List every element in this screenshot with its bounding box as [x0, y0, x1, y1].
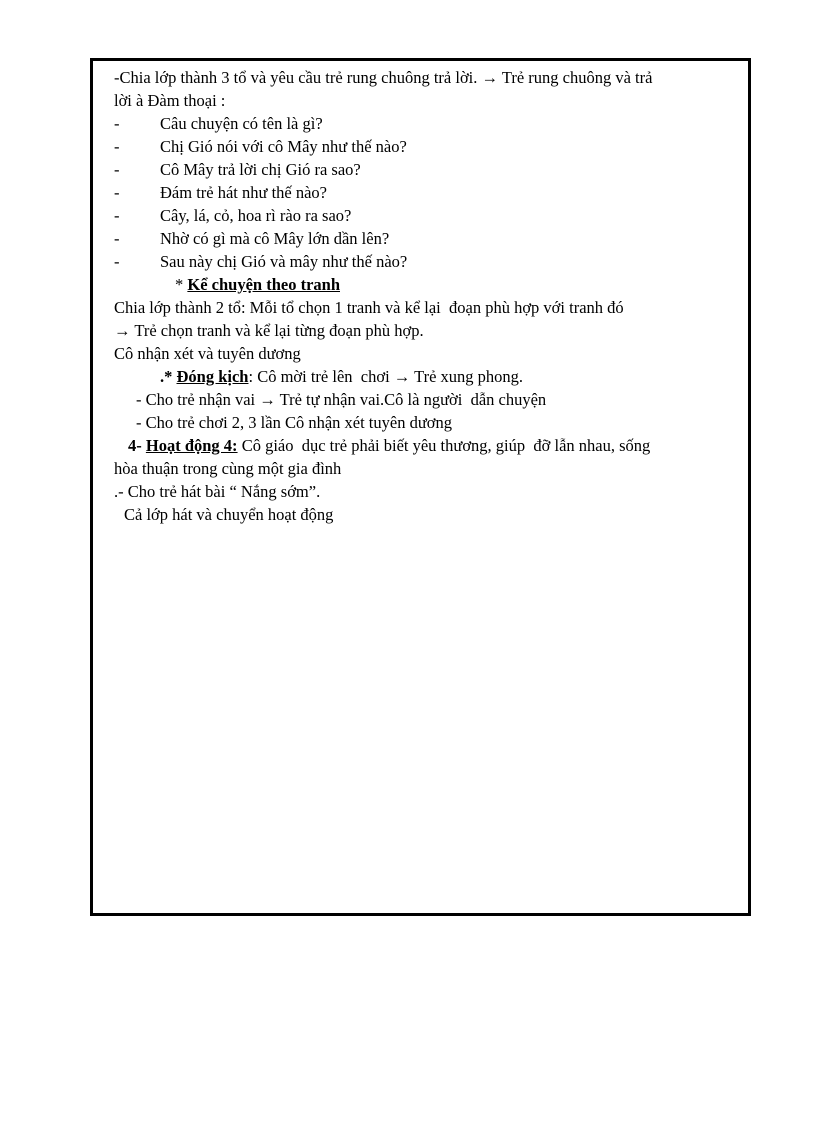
activity4-heading-line: [114, 434, 734, 457]
list-item: [114, 204, 734, 227]
activity4-text: Cô giáo dục trẻ phải biết yêu thương, giúp đỡ lẫn nhau, sống: [237, 436, 651, 455]
intro-line-1: -Chia lớp thành 3 tổ và yêu cầu trẻ rung chuông trả lời. → Trẻ rung chuông và trả: [114, 68, 653, 87]
storytelling-line-1: Chia lớp thành 2 tổ: Mỗi tổ chọn 1 tranh và kể lại đoạn phù hợp với tranh đó: [114, 298, 624, 317]
storytelling-heading-line: [114, 273, 734, 296]
list-item: [114, 227, 734, 250]
storytelling-heading: Kể chuyện theo tranh: [187, 275, 340, 294]
list-item: [114, 250, 734, 273]
roleplay-heading: Đóng kịch: [176, 367, 249, 386]
list-dash: -: [114, 229, 120, 248]
activity4-line-2: hòa thuận trong cùng một gia đình: [114, 459, 342, 478]
list-item: [114, 181, 734, 204]
intro-line-2: lời à Đàm thoại :: [114, 91, 226, 110]
roleplay-line-2: - Cho trẻ nhận vai → Trẻ tự nhận vai.Cô là người dẫn chuyện: [136, 390, 547, 409]
question-text: Sau này chị Gió và mây như thế nào?: [160, 252, 408, 271]
question-text: Chị Gió nói với cô Mây như thế nào?: [160, 137, 407, 156]
storytelling-marker: *: [175, 275, 188, 294]
list-item: [114, 158, 734, 181]
storytelling-line-2: → Trẻ chọn tranh và kể lại từng đoạn phù hợp.: [114, 321, 424, 340]
question-text: Câu chuyện có tên là gì?: [160, 114, 323, 133]
list-dash: -: [114, 252, 120, 271]
list-dash: -: [114, 206, 120, 225]
roleplay-marker: .*: [160, 367, 177, 386]
list-dash: -: [114, 137, 120, 156]
roleplay-heading-line: [114, 365, 734, 388]
activity4-line-4: Cả lớp hát và chuyển hoạt động: [124, 505, 334, 524]
activity4-number: 4-: [128, 436, 146, 455]
document-body: [114, 66, 734, 526]
list-dash: -: [114, 183, 120, 202]
question-text: Cô Mây trả lời chị Gió ra sao?: [160, 160, 361, 179]
activity4-line-3: .- Cho trẻ hát bài “ Nắng sớm”.: [114, 482, 321, 501]
question-text: Đám trẻ hát như thế nào?: [160, 183, 328, 202]
roleplay-line-3: - Cho trẻ chơi 2, 3 lần Cô nhận xét tuyên dương: [136, 413, 453, 432]
list-dash: -: [114, 160, 120, 179]
list-dash: -: [114, 114, 120, 133]
question-text: Nhờ có gì mà cô Mây lớn dần lên?: [160, 229, 390, 248]
list-item: [114, 135, 734, 158]
activity4-heading: Hoạt động 4:: [145, 436, 238, 455]
question-text: Cây, lá, cỏ, hoa rì rào ra sao?: [160, 206, 352, 225]
storytelling-line-3: Cô nhận xét và tuyên dương: [114, 344, 301, 363]
list-item: [114, 112, 734, 135]
roleplay-text: : Cô mời trẻ lên chơi → Trẻ xung phong.: [248, 367, 524, 386]
